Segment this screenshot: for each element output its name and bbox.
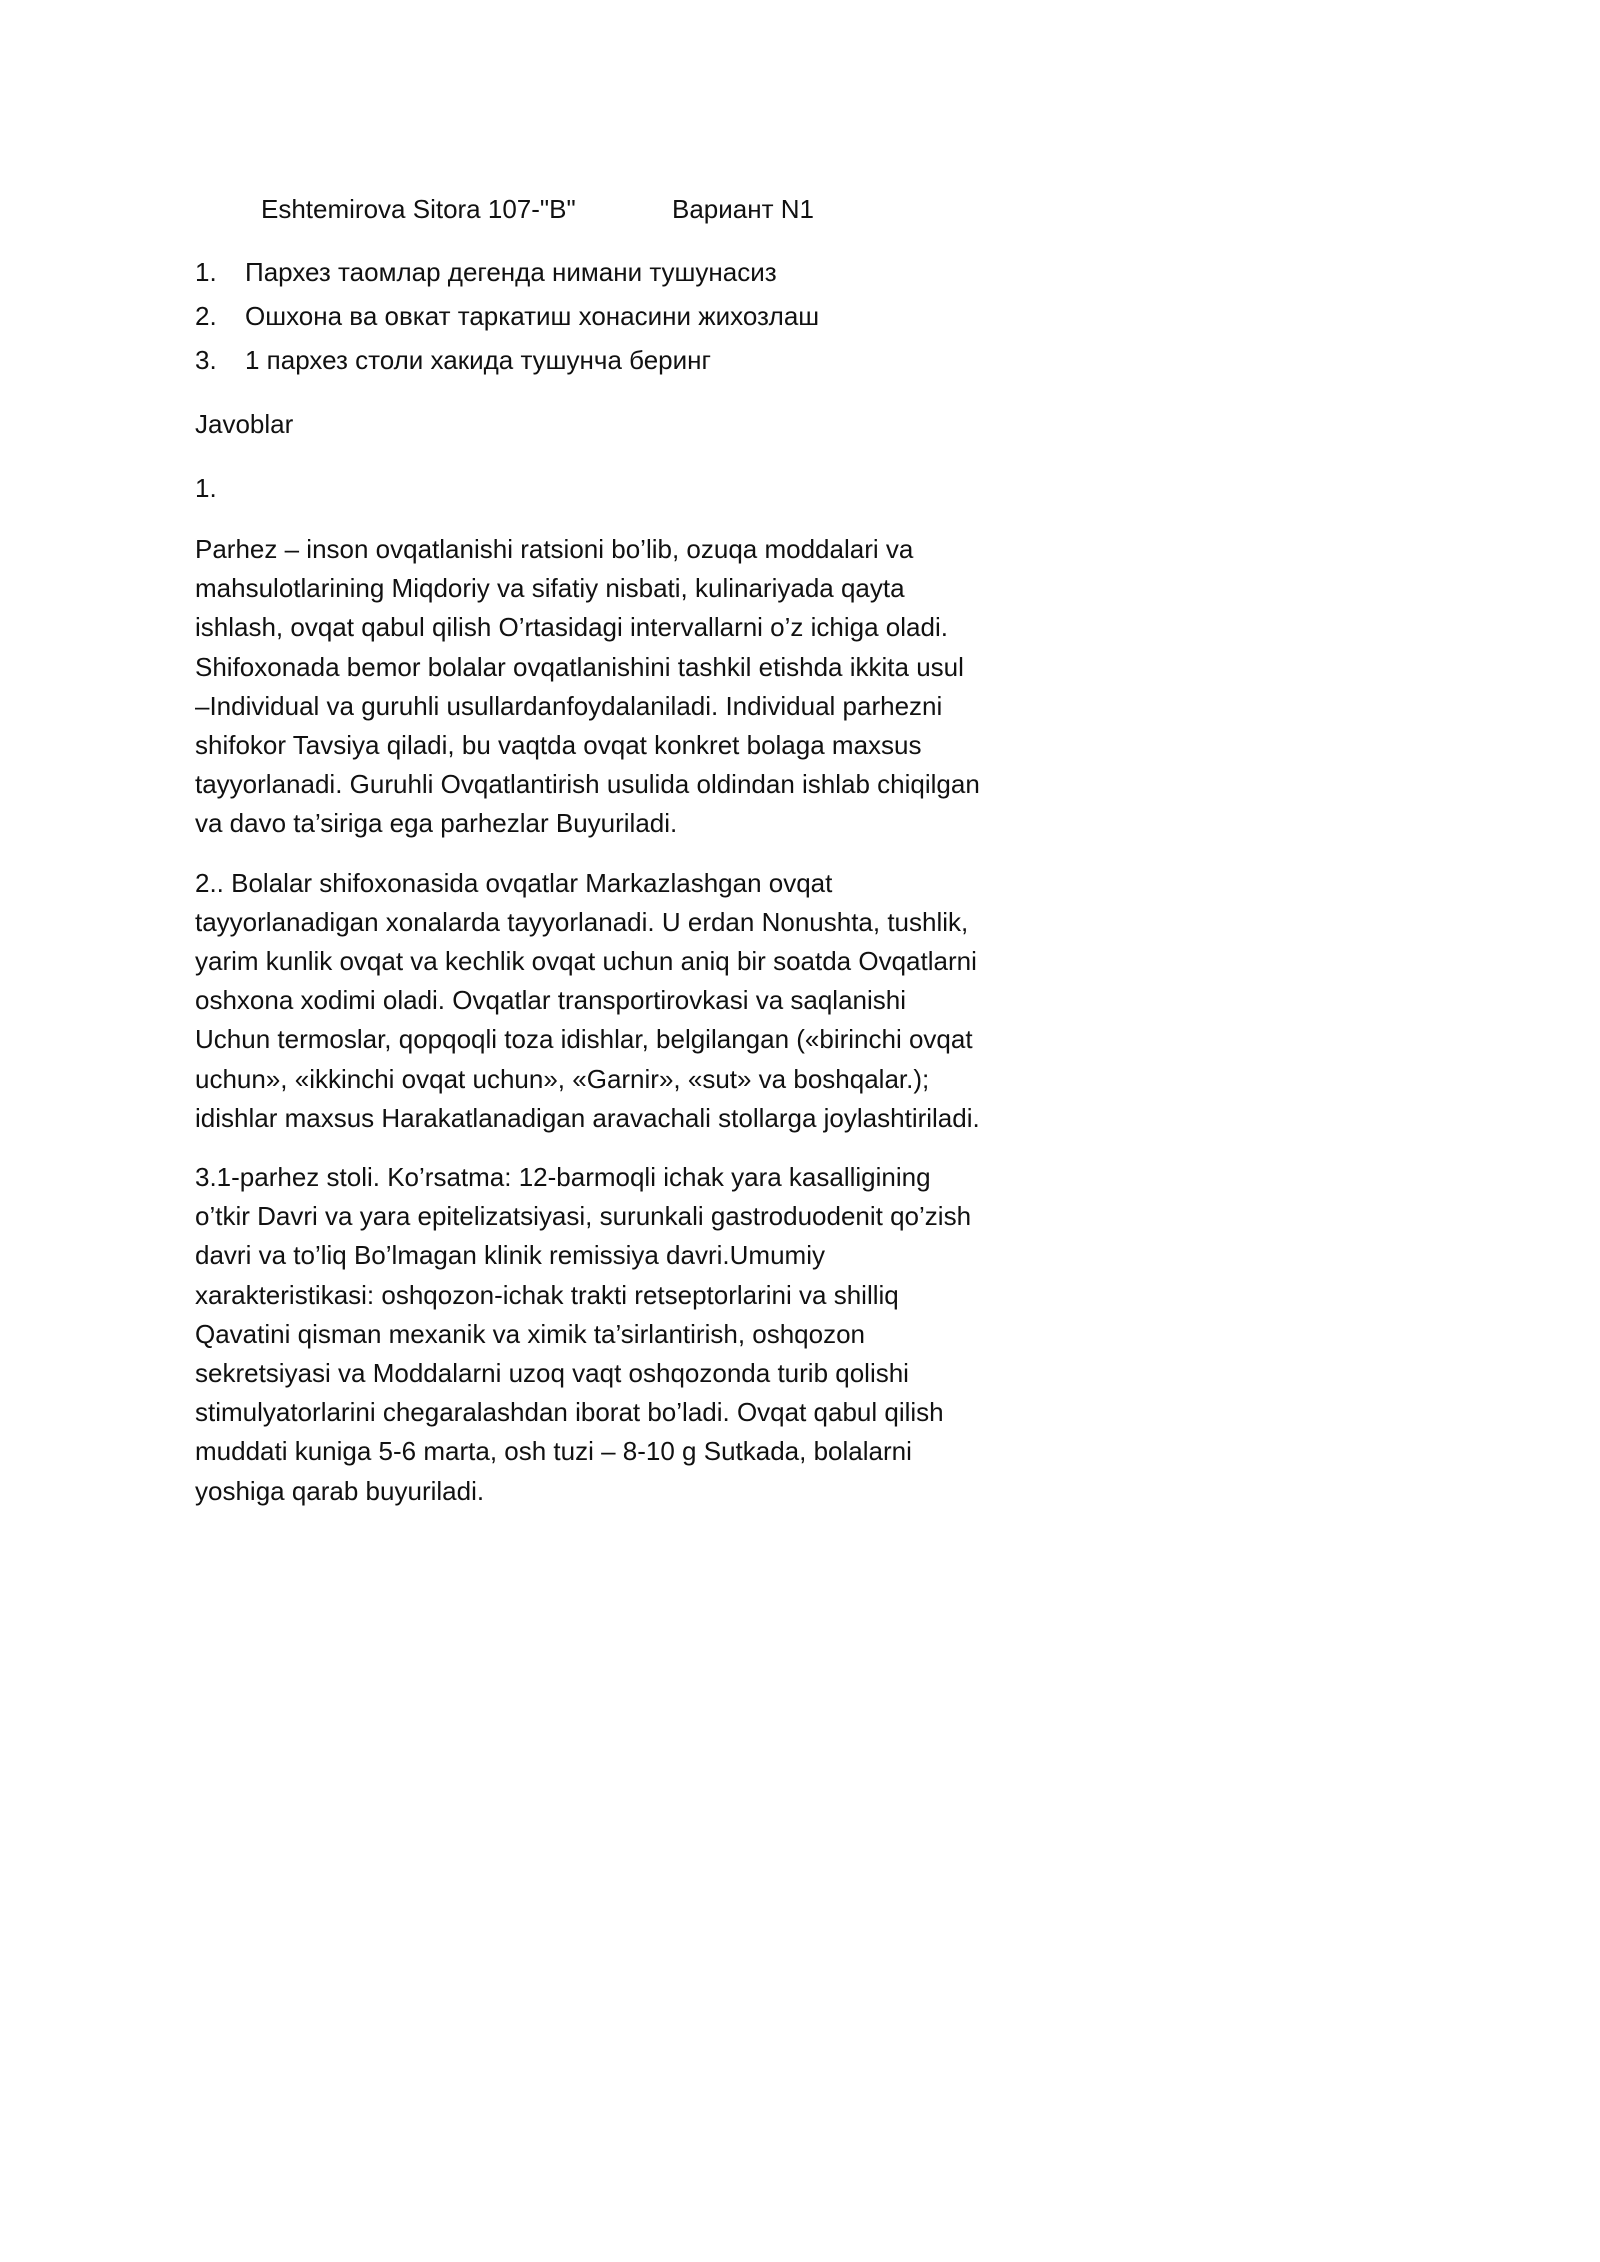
answers-heading: Javoblar [195, 409, 294, 439]
question-text: Пархез таомлар дегенда нимани тушунасиз [245, 257, 777, 287]
list-item [195, 338, 995, 382]
question-text: Ошхона ва овкат таркатиш хонасини жихозлаш [245, 301, 820, 331]
question-list [195, 250, 995, 382]
list-item [195, 250, 995, 294]
document-header [261, 190, 995, 230]
question-text: 1 пархез столи хакида тушунча беринг [245, 345, 712, 375]
answer-paragraph-2: 2.. Bolalar shifoxonasida ovqatlar Markazlashgan ovqat tayyorlanadigan xonalarda tayyorlanadi. U erdan Nonushta, tushlik, yarim kunlik ovqat va kechlik ovqat uchun aniq bir soatda Ovqatlarni oshxona xodimi oladi. Ovqatlar transportirovkasi va saqlanishi Uchun termoslar, qopqoqli toza idishlar, belgilangan («birinchi ovqat uchun», «ikkinchi ovqat uchun», «Garnir», «sut» va boshqalar.); idishlar maxsus Harakatlanadigan aravachali stollarga joylashtiriladi. [195, 867, 980, 1133]
author-name: Eshtemirova Sitora 107-"B" [261, 194, 576, 224]
question-number: 2. [195, 301, 217, 331]
question-number: 1. [195, 257, 217, 287]
list-item [195, 294, 995, 338]
answer-paragraph-3: 3.1-parhez stoli. Ko’rsatma: 12-barmoqli ichak yara kasalligining o’tkir Davri va yara epitelizatsiyasi, surunkali gastroduodenit qo’zish davri va to’liq Bo’lmagan klinik remissiya davri.Umumiy xarakteristikasi: oshqozon-ichak trakti retseptorlarini va shilliq Qavatini qisman mexanik va ximik ta’sirlantirish, oshqozon sekretsiyasi va Moddalarni uzoq vaqt oshqozonda turib qolishi stimulyatorlarini chegaralashdan iborat bo’ladi. Ovqat qabul qilish muddati kuniga 5-6 marta, osh tuzi – 8-10 g Sutkada, bolalarni yoshiga qarab buyuriladi. [195, 1162, 972, 1506]
variant-label: Вариант N1 [672, 194, 814, 224]
question-number: 3. [195, 345, 217, 375]
answer-paragraph-1: Parhez – inson ovqatlanishi ratsioni bo’lib, ozuqa moddalari va mahsulotlarining Miqdoriy va sifatiy nisbati, kulinariyada qayta ishlash, ovqat qabul qilish O’rtasidagi intervallarni o’z ichiga oladi. Shifoxonada bemor bolalar ovqatlanishini tashkil etishda ikkita usul –Individual va guruhli usullardanfoydalaniladi. Individual parhezni shifokor Tavsiya qiladi, bu vaqtda ovqat konkret bolaga maxsus tayyorlanadi. Guruhli Ovqatlantirish usulida oldindan ishlab chiqilgan va davo ta’siriga ega parhezlar Buyuriladi. [195, 534, 980, 839]
document-body [195, 190, 995, 1511]
answer-number: 1. [195, 473, 217, 503]
